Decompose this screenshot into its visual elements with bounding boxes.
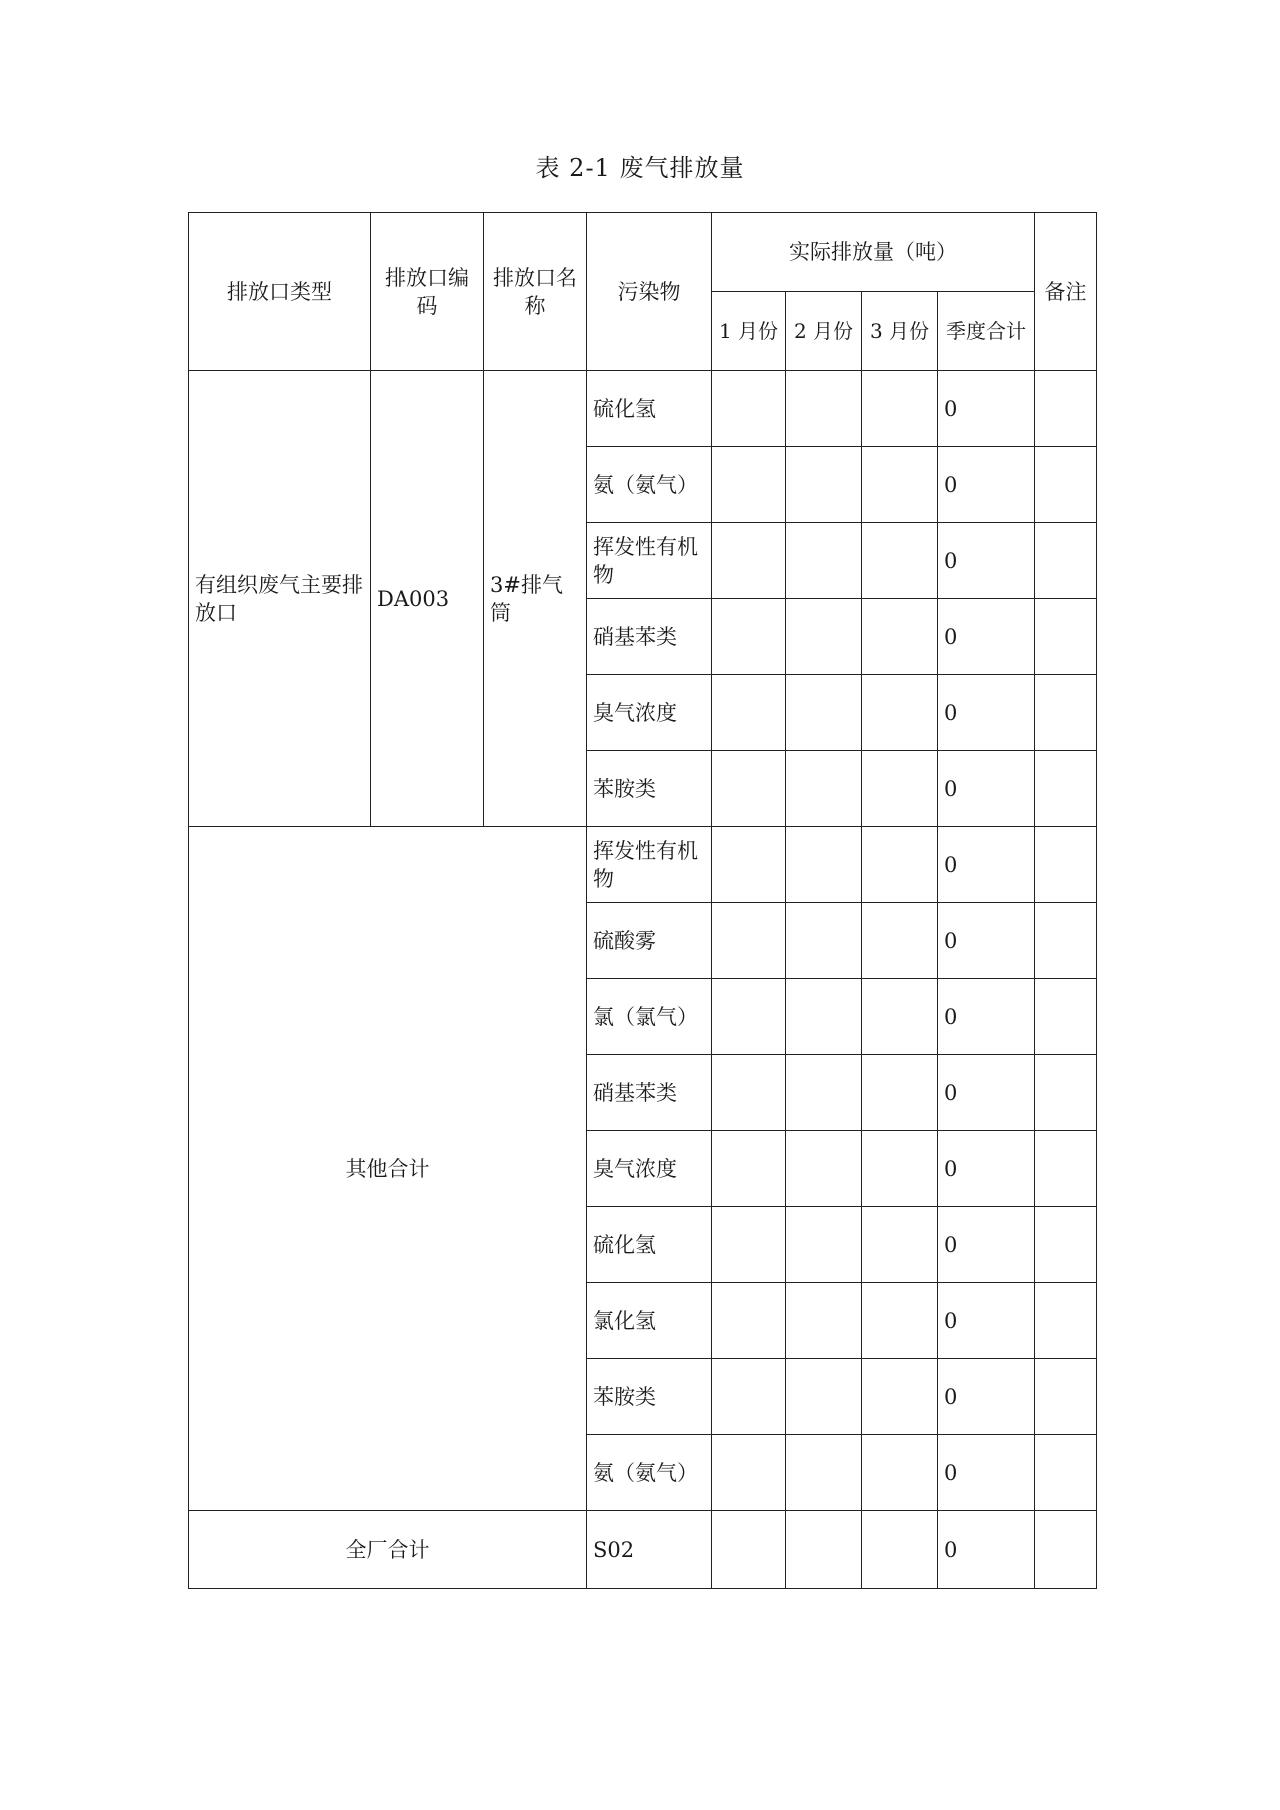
outlet-code-cell: DA003 <box>371 371 484 827</box>
month-2-value <box>786 1131 862 1207</box>
quarter-total-value: 0 <box>938 447 1035 523</box>
month-1-value <box>712 1055 786 1131</box>
month-1-value <box>712 1359 786 1435</box>
outlet-name-cell: 3#排气筒 <box>484 371 587 827</box>
remark-value <box>1035 1207 1097 1283</box>
remark-value <box>1035 1435 1097 1511</box>
emissions-table <box>188 212 1097 1589</box>
header-actual-emission: 实际排放量（吨） <box>712 213 1035 292</box>
pollutant-cell: 挥发性有机物 <box>587 523 712 599</box>
quarter-total-value: 0 <box>938 371 1035 447</box>
month-2-value <box>786 599 862 675</box>
month-2-value <box>786 1207 862 1283</box>
quarter-total-value: 0 <box>938 599 1035 675</box>
table-row <box>189 371 1097 447</box>
remark-value <box>1035 1283 1097 1359</box>
pollutant-cell: 苯胺类 <box>587 1359 712 1435</box>
quarter-total-value: 0 <box>938 1435 1035 1511</box>
month-1-value <box>712 903 786 979</box>
quarter-total-value: 0 <box>938 523 1035 599</box>
pollutant-cell: 臭气浓度 <box>587 675 712 751</box>
month-1-value <box>712 675 786 751</box>
month-3-value <box>862 751 938 827</box>
quarter-total-value: 0 <box>938 1359 1035 1435</box>
month-1-value <box>712 599 786 675</box>
quarter-total-value: 0 <box>938 1207 1035 1283</box>
month-2-value <box>786 827 862 903</box>
month-3-value <box>862 1435 938 1511</box>
pollutant-cell: 苯胺类 <box>587 751 712 827</box>
month-2-value <box>786 979 862 1055</box>
other-total-label: 其他合计 <box>189 827 587 1511</box>
month-1-value <box>712 827 786 903</box>
month-1-value <box>712 1131 786 1207</box>
pollutant-cell: 硝基苯类 <box>587 599 712 675</box>
month-2-value <box>786 903 862 979</box>
pollutant-cell: 硫酸雾 <box>587 903 712 979</box>
header-row <box>189 213 1097 292</box>
remark-value <box>1035 371 1097 447</box>
pollutant-cell: 氯（氯气） <box>587 979 712 1055</box>
table-title: 表 2-1 废气排放量 <box>535 154 745 182</box>
quarter-total-value: 0 <box>938 903 1035 979</box>
table-row <box>189 1511 1097 1589</box>
month-3-value <box>862 979 938 1055</box>
month-2-value <box>786 751 862 827</box>
month-1-value <box>712 523 786 599</box>
remark-value <box>1035 1055 1097 1131</box>
pollutant-cell: 臭气浓度 <box>587 1131 712 1207</box>
month-3-value <box>862 599 938 675</box>
month-3-value <box>862 1131 938 1207</box>
quarter-total-value: 0 <box>938 751 1035 827</box>
month-2-value <box>786 675 862 751</box>
plant-total-label: 全厂合计 <box>189 1511 587 1589</box>
month-2-value <box>786 1359 862 1435</box>
month-1-value <box>712 371 786 447</box>
header-remarks: 备注 <box>1035 213 1097 371</box>
month-2-value <box>786 371 862 447</box>
quarter-total-value: 0 <box>938 827 1035 903</box>
month-3-value <box>862 1359 938 1435</box>
pollutant-cell: 硫化氢 <box>587 371 712 447</box>
quarter-total-value: 0 <box>938 675 1035 751</box>
remark-value <box>1035 523 1097 599</box>
pollutant-cell: 氯化氢 <box>587 1283 712 1359</box>
pollutant-cell: 挥发性有机物 <box>587 827 712 903</box>
remark-value <box>1035 447 1097 523</box>
month-3-value <box>862 523 938 599</box>
month-3-value <box>862 1511 938 1589</box>
header-outlet-name: 排放口名称 <box>484 213 587 371</box>
header-month-2: 2 月份 <box>786 292 862 371</box>
month-2-value <box>786 1283 862 1359</box>
month-1-value <box>712 447 786 523</box>
month-1-value <box>712 979 786 1055</box>
pollutant-cell: 硝基苯类 <box>587 1055 712 1131</box>
pollutant-cell: 硫化氢 <box>587 1207 712 1283</box>
month-3-value <box>862 447 938 523</box>
remark-value <box>1035 827 1097 903</box>
table-row <box>189 827 1097 903</box>
pollutant-cell: 氨（氨气） <box>587 1435 712 1511</box>
header-outlet-type: 排放口类型 <box>189 213 371 371</box>
quarter-total-value: 0 <box>938 1055 1035 1131</box>
header-month-1: 1 月份 <box>712 292 786 371</box>
outlet-type-cell: 有组织废气主要排放口 <box>189 371 371 827</box>
month-1-value <box>712 1207 786 1283</box>
remark-value <box>1035 751 1097 827</box>
quarter-total-value: 0 <box>938 1283 1035 1359</box>
month-3-value <box>862 1207 938 1283</box>
month-3-value <box>862 903 938 979</box>
header-quarter-total: 季度合计 <box>938 292 1035 371</box>
month-3-value <box>862 675 938 751</box>
month-3-value <box>862 827 938 903</box>
pollutant-cell: S02 <box>587 1511 712 1589</box>
remark-value <box>1035 903 1097 979</box>
remark-value <box>1035 1131 1097 1207</box>
header-pollutant: 污染物 <box>587 213 712 371</box>
month-1-value <box>712 751 786 827</box>
remark-value <box>1035 979 1097 1055</box>
month-1-value <box>712 1283 786 1359</box>
month-2-value <box>786 447 862 523</box>
quarter-total-value: 0 <box>938 979 1035 1055</box>
remark-value <box>1035 675 1097 751</box>
pollutant-cell: 氨（氨气） <box>587 447 712 523</box>
month-2-value <box>786 1435 862 1511</box>
month-1-value <box>712 1435 786 1511</box>
header-month-3: 3 月份 <box>862 292 938 371</box>
quarter-total-value: 0 <box>938 1131 1035 1207</box>
month-3-value <box>862 1055 938 1131</box>
month-1-value <box>712 1511 786 1589</box>
remark-value <box>1035 1359 1097 1435</box>
header-outlet-code: 排放口编码 <box>371 213 484 371</box>
month-2-value <box>786 523 862 599</box>
quarter-total-value: 0 <box>938 1511 1035 1589</box>
month-2-value <box>786 1511 862 1589</box>
month-3-value <box>862 1283 938 1359</box>
remark-value <box>1035 1511 1097 1589</box>
month-2-value <box>786 1055 862 1131</box>
remark-value <box>1035 599 1097 675</box>
month-3-value <box>862 371 938 447</box>
